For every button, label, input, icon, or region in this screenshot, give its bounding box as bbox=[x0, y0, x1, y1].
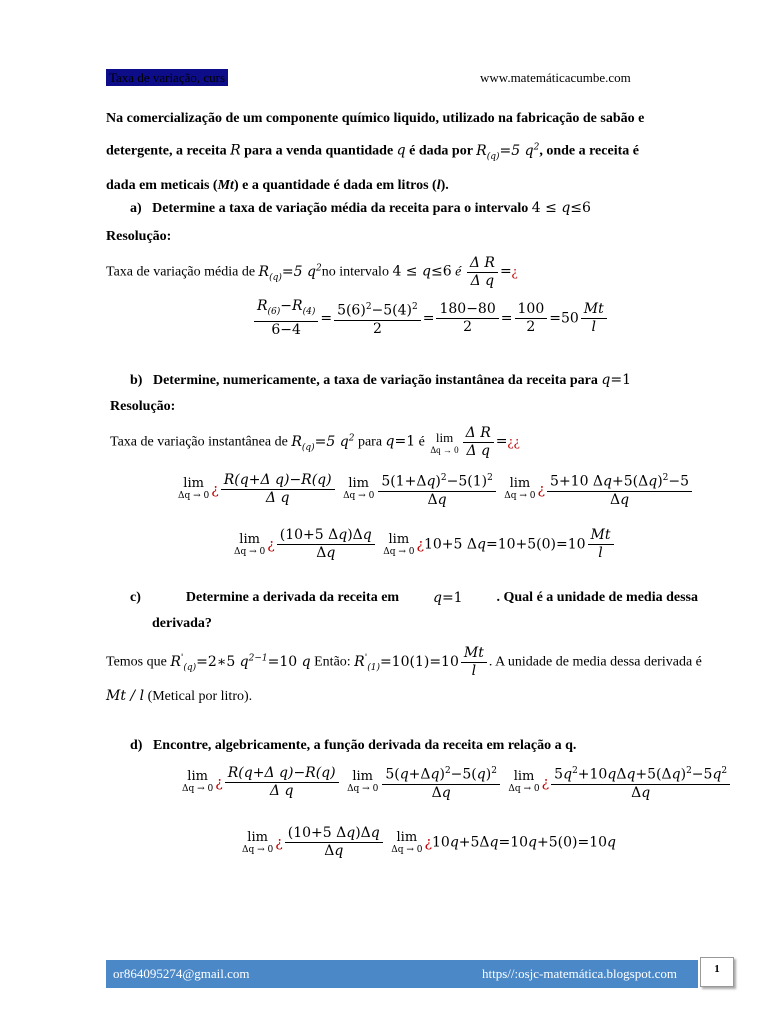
page-number: 1 bbox=[700, 957, 734, 987]
equation-d-line-2: lim Δq → 0 ¿ $\frac{(10+5 \Delta q)\Delta q}{\Delta q}$ lim Δq → 0 ¿10q+5Δq=10q+5(0)=10q bbox=[242, 825, 616, 859]
header-website: www.matemáticacumbe.com bbox=[480, 70, 631, 85]
equation-b-line-1: lim Δq → 0 ¿ $\frac{\text{R(q+Δ q)−R(q)}}{\text{Δ q}}$ lim Δq → 0 $\frac{5(1+\Delta q)^2-5(1)^2}{\Delta q}$ lim Δq → 0 ¿ $\frac{5+10 \Delta q+5(\Delta q)^2-5}{\Delta q}$ bbox=[176, 470, 694, 509]
answer-c-line-1: Temos que $R'_{(q)}=2∗5$ $q^{2-1}=10$ q Então: $R'_{(1)}=10(1)=10$ $\frac{Mt}{l}$ . A unidade de media dessa derivada é bbox=[106, 645, 702, 679]
question-d: d) Encontre, algebricamente, a função derivada da receita em relação a q. bbox=[130, 738, 577, 753]
resolution-b-label: Resolução: bbox=[110, 399, 176, 414]
answer-a-line: Taxa de variação média de $R_{(q)}=5$ $q^2no$ intervalo 4 ≤ q≤6 é $\frac{\text{Δ R}}{\text{Δ q}}$ =¿ bbox=[106, 255, 518, 289]
intro-paragraph bbox=[106, 104, 698, 200]
intro-line-1: Na comercialização de um componente químico liquido, utilizado na fabricação de sabão e bbox=[106, 111, 645, 126]
question-b: b) Determine, numericamente, a taxa de variação instantânea da receita para q=1 bbox=[130, 372, 631, 388]
resolution-a-label: Resolução: bbox=[106, 229, 172, 244]
equation-d-line-1: lim Δq → 0 ¿ $\frac{\text{R(q+Δ q)−R(q)}}{\text{Δ q}}$ lim Δq → 0 $\frac{5(q+\Delta q)^2-5(q)^2}{\Delta q}$ lim Δq → 0 ¿ $\frac{5q^2+10q\Delta q+5(\Delta q)^2-5q^2}{\Delta q}$ bbox=[180, 763, 732, 802]
answer-b-line: Taxa de variação instantânea de $R_{(q)}=5$ $q^2$ para q=1 é lim Δq → 0 $\frac{\text{Δ R}}{\text{Δ q}}$ =¿¿ bbox=[110, 425, 520, 459]
intro-line-3: dada em meticais (Mt) e a quantidade é dada em litros (l). bbox=[106, 178, 449, 194]
question-a: a) Determine a taxa de variação média da receita para o intervalo 4 ≤ q≤6 bbox=[130, 200, 591, 216]
footer-email: or864095274@gmail.com bbox=[113, 966, 250, 981]
answer-c-line-2: Mt / l (Metical por litro). bbox=[106, 688, 253, 704]
equation-a: $\frac{R_{(6)}-R_{(4)}}{6-4}$ = $\frac{5(6)^2-5(4)^2}{2}$ = $\frac{180-80}{2}$ = $\frac{100}{2}$ =50 $\frac{Mt}{l}$ bbox=[252, 298, 609, 339]
question-c: c) Determine a derivada da receita em q=1 . Qual é a unidade de media dessa derivada? bbox=[130, 590, 698, 631]
intro-line-2: detergente, a receita R para a venda quantidade q é dada por $R_{(q)}=5$ $q^2$, onde a receita é bbox=[106, 142, 639, 162]
equation-b-line-2: lim Δq → 0 ¿ $\frac{(10+5 \Delta q)\Delta q}{\Delta q}$ lim Δq → 0 ¿10+5 Δq=10+5(0)=10 $\frac{Mt}{l}$ bbox=[232, 527, 616, 562]
footer-blog: https//:osjc-matemática.blogspot.com bbox=[482, 966, 677, 981]
header-course-title: Taxa de variação, curs bbox=[106, 69, 228, 86]
